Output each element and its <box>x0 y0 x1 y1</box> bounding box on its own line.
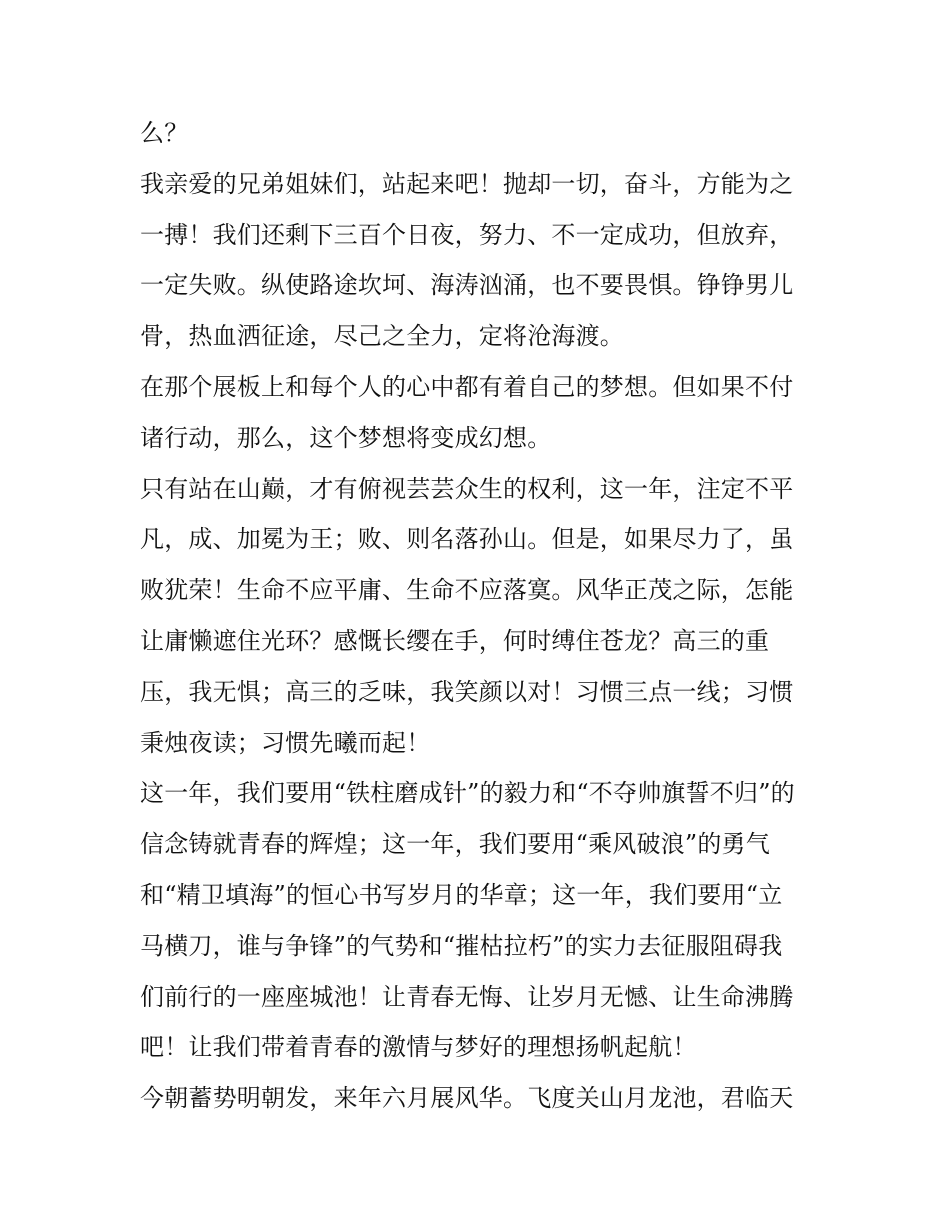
text-line-10: 败犹荣！生命不应平庸、生命不应落寞。风华正茂之际，怎能 <box>140 576 794 605</box>
text-line-14: 这一年，我们要用“铁柱磨成针”的毅力和“不夺帅旗誓不归”的 <box>140 779 795 808</box>
text-line-16: 和“精卫填海”的恒心书写岁月的华章；这一年，我们要用“立 <box>140 880 783 909</box>
text-line-18: 们前行的一座座城池！让青春无悔、让岁月无憾、让生命沸腾 <box>140 982 794 1011</box>
text-line-8: 只有站在山巅，才有俯视芸芸众生的权利，这一年，注定不平 <box>140 474 794 503</box>
text-line-19: 吧！让我们带着青春的激情与梦好的理想扬帆起航！ <box>140 1033 697 1062</box>
text-line-9: 凡，成、加冕为王；败、则名落孙山。但是，如果尽力了，虽 <box>140 525 794 554</box>
text-line-17: 马横刀，谁与争锋”的气势和“摧枯拉朽”的实力去征服阻碍我 <box>140 931 783 960</box>
text-line-20: 今朝蓄势明朝发，来年六月展风华。飞度关山月龙池，君临天 <box>140 1084 794 1113</box>
text-line-5: 骨，热血洒征途，尽己之全力，定将沧海渡。 <box>140 322 624 351</box>
text-line-13: 秉烛夜读；习惯先曦而起！ <box>140 728 431 757</box>
text-line-2: 我亲爱的兄弟姐妹们，站起来吧！抛却一切，奋斗，方能为之 <box>140 169 794 198</box>
text-line-3: 一搏！我们还剩下三百个日夜，努力、不一定成功，但放弃， <box>140 220 794 249</box>
text-line-12: 压，我无惧；高三的乏味，我笑颜以对！习惯三点一线；习惯 <box>140 677 794 706</box>
text-line-4: 一定失败。纵使路途坎坷、海涛汹涌，也不要畏惧。铮铮男儿 <box>140 271 794 300</box>
text-line-6: 在那个展板上和每个人的心中都有着自己的梦想。但如果不付 <box>140 372 794 401</box>
text-line-15: 信念铸就青春的辉煌；这一年，我们要用“乘风破浪”的勇气 <box>140 830 770 859</box>
text-line-1: 么？ <box>140 119 189 147</box>
document-body <box>140 108 812 1124</box>
text-line-11: 让庸懒遮住光环？感慨长缨在手，何时缚住苍龙？高三的重 <box>140 626 770 655</box>
text-line-7: 诸行动，那么，这个梦想将变成幻想。 <box>140 423 552 452</box>
